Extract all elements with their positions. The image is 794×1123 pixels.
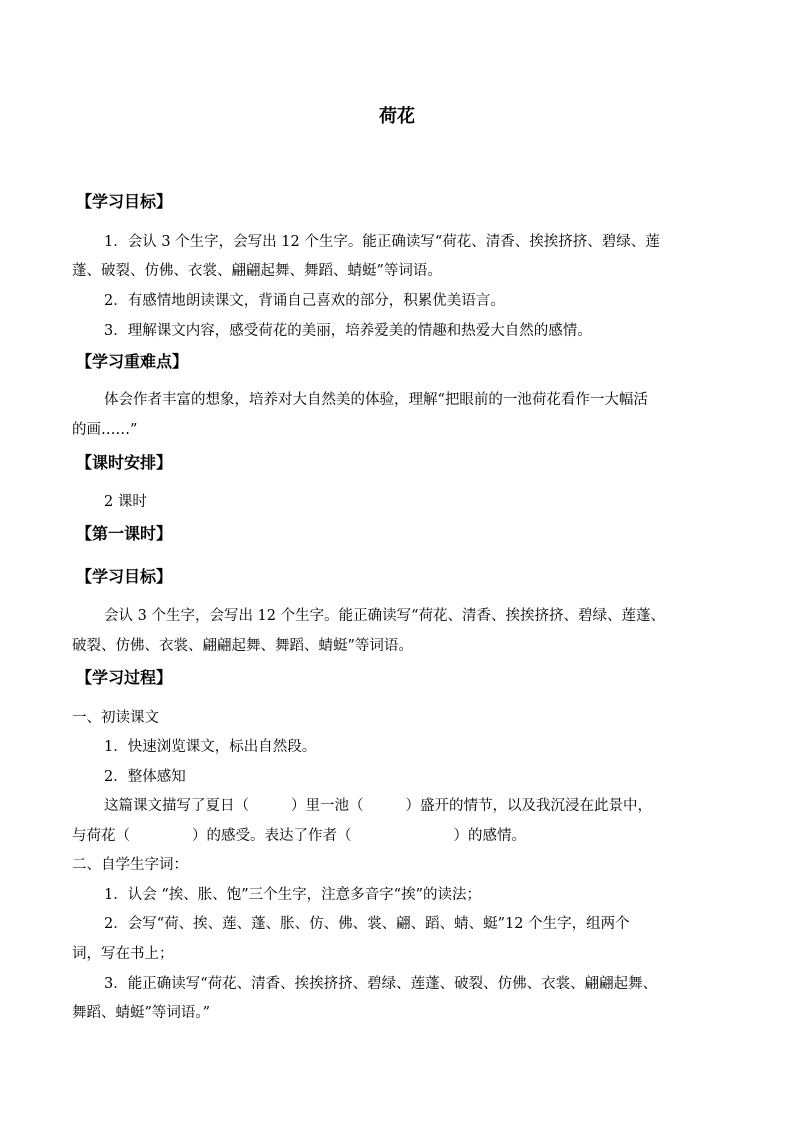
lesson-1-goal-text-cont: 破裂、仿佛、衣裳、翩翩起舞、舞蹈、蜻蜓”等词语。 xyxy=(72,638,413,654)
section-heading-process: 【学习过程】 xyxy=(76,668,173,687)
section-heading-lesson-1-goals: 【学习目标】 xyxy=(76,567,173,586)
goal-item-1-cont: 蓬、破裂、仿佛、衣裳、翩翩起舞、舞蹈、蜻蜓”等词语。 xyxy=(72,263,442,279)
goal-item-2: 2．有感情地朗读课文，背诵自己喜欢的部分，积累优美语言。 xyxy=(104,293,505,309)
fill-in-line-1 xyxy=(104,795,754,817)
fill-text: ）的感受。表达了作者（ xyxy=(192,828,352,844)
schedule-text: 2 课时 xyxy=(104,494,147,510)
process-step-2-1: 1．认会 “挨、胀、饱”三个生字，注意多音字“挨”的读法； xyxy=(104,887,481,903)
fill-text: ）的感情。 xyxy=(453,828,526,844)
section-heading-schedule: 【课时安排】 xyxy=(76,453,173,472)
fill-text: ）盛开的情节，以及我沉浸在此景中， xyxy=(405,798,652,814)
goal-item-1: 1．会认 3 个生字，会写出 12 个生字。能正确读写“荷花、清香、挨挨挤挤、碧绿、莲 xyxy=(104,234,660,250)
process-step-2-2: 2．会写“荷、挨、莲、蓬、胀、仿、佛、裳、翩、蹈、蜻、蜓”12 个生字，组两个 xyxy=(104,916,630,932)
document-title: 荷花 xyxy=(379,106,415,127)
process-step-1-1: 1．快速浏览课文，标出自然段。 xyxy=(104,739,317,755)
section-heading-key-points: 【学习重难点】 xyxy=(76,352,189,371)
process-step-2-3: 3．能正确读写“荷花、清香、挨挨挤挤、碧绿、莲蓬、破裂、仿佛、衣裳、翩翩起舞、 xyxy=(104,976,658,992)
lesson-1-goal-text: 会认 3 个生字，会写出 12 个生字。能正确读写“荷花、清香、挨挨挤挤、碧绿、莲蓬、 xyxy=(104,608,666,624)
process-step-2-2-cont: 词，写在书上； xyxy=(72,946,174,962)
fill-text: ）里一池（ xyxy=(291,798,364,814)
key-points-text-cont: 的画……” xyxy=(72,422,138,438)
key-points-text: 体会作者丰富的想象，培养对大自然美的体验，理解“把眼前的一池荷花看作一大幅活 xyxy=(104,392,648,408)
process-step-2: 二、自学生字词： xyxy=(72,857,188,873)
process-step-2-3-cont: 舞蹈、蜻蜓”等词语。” xyxy=(72,1005,211,1021)
fill-in-line-2 xyxy=(72,825,722,847)
section-heading-goals: 【学习目标】 xyxy=(76,192,173,211)
goal-item-3: 3．理解课文内容，感受荷花的美丽，培养爱美的情趣和热爱大自然的感情。 xyxy=(104,323,592,339)
section-heading-lesson-1: 【第一课时】 xyxy=(76,524,173,543)
process-step-1: 一、初读课文 xyxy=(72,710,159,726)
process-step-1-2: 2．整体感知 xyxy=(104,769,186,785)
fill-text: 与荷花（ xyxy=(72,828,130,844)
fill-text: 这篇课文描写了夏日（ xyxy=(104,798,249,814)
